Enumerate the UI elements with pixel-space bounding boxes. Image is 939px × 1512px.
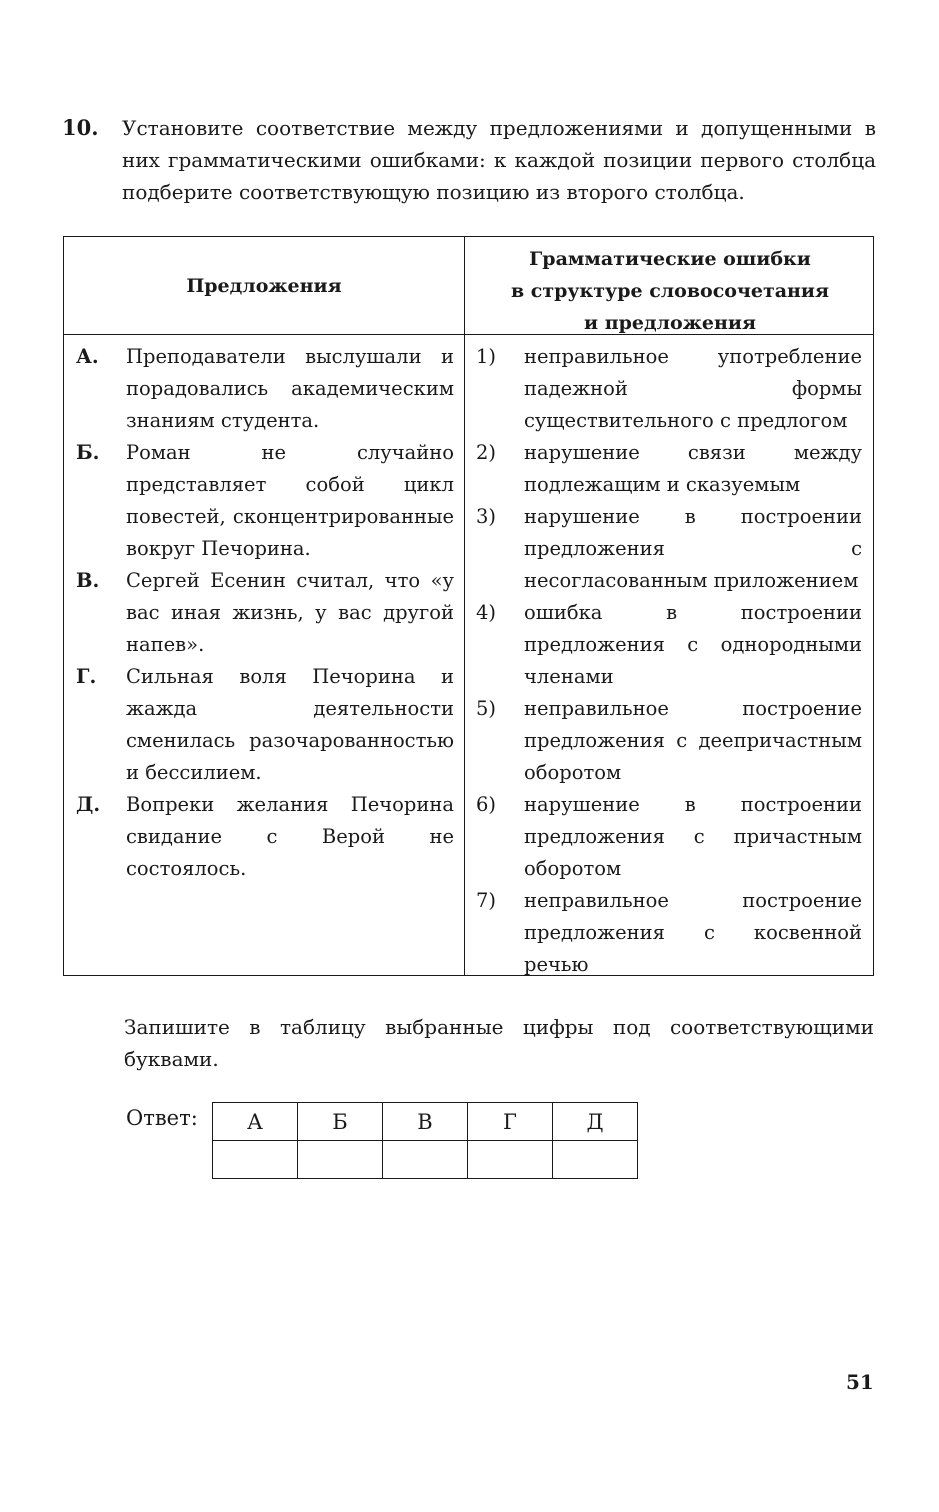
answer-letter-cell: Г	[468, 1103, 553, 1141]
answer-letter-cell: Б	[298, 1103, 383, 1141]
answer-input-cell[interactable]	[383, 1141, 468, 1179]
answer-value-row	[213, 1141, 638, 1179]
error-number: 4)	[476, 601, 497, 624]
errors-column	[476, 341, 862, 981]
error-text: нарушение в построении предложения с несогласованным приложением	[524, 505, 862, 592]
sentence-letter: Б.	[76, 441, 100, 464]
error-item	[476, 501, 862, 597]
answer-letter-cell: Д	[553, 1103, 638, 1141]
answer-label: Ответ:	[126, 1106, 198, 1130]
sentence-text: Сергей Есенин считал, что «у вас иная жизнь, у вас другой напев».	[126, 569, 454, 656]
error-text: ошибка в построении предложения с однородными членами	[524, 601, 862, 688]
column-divider	[464, 237, 465, 975]
error-number: 5)	[476, 697, 497, 720]
task-block	[62, 112, 876, 208]
sentence-text: Сильная воля Печорина и жажда деятельности сменилась разочарованностью и бессилием.	[126, 665, 454, 784]
answer-input-cell[interactable]	[553, 1141, 638, 1179]
answer-input-cell[interactable]	[298, 1141, 383, 1179]
error-item	[476, 341, 862, 437]
error-item	[476, 693, 862, 789]
error-item	[476, 597, 862, 693]
error-number: 7)	[476, 889, 497, 912]
answer-table	[212, 1102, 638, 1179]
sentences-header-label: Предложения	[186, 274, 342, 297]
error-item	[476, 789, 862, 885]
sentence-item	[76, 341, 454, 437]
errors-header	[465, 243, 875, 339]
errors-header-line: Грамматические ошибки	[529, 248, 811, 270]
sentence-text: Роман не случайно представляет собой цикл повестей, сконцентрированные вокруг Печорина.	[126, 441, 454, 560]
instruction-text: Запишите в таблицу выбранные цифры под соответствующими буквами.	[124, 1015, 874, 1071]
sentence-item	[76, 661, 454, 789]
answer-input-cell[interactable]	[468, 1141, 553, 1179]
page-number: 51	[846, 1370, 874, 1394]
errors-header-line: и предложения	[583, 312, 757, 334]
answer-letter-cell: А	[213, 1103, 298, 1141]
error-text: неправильное построение предложения с косвенной речью	[524, 889, 862, 976]
sentence-item	[76, 437, 454, 565]
sentence-item	[76, 565, 454, 661]
sentence-text: Вопреки желания Печорина свидание с Верой не состоялось.	[126, 793, 454, 880]
error-item	[476, 437, 862, 501]
error-text: нарушение связи между подлежащим и сказуемым	[524, 441, 862, 496]
sentence-item	[76, 789, 454, 885]
sentences-column	[76, 341, 454, 885]
matching-table	[63, 236, 874, 976]
error-number: 2)	[476, 441, 497, 464]
task-text: Установите соответствие между предложениями и допущенными в них грамматическими ошибками: к каждой позиции первого столбца подберите соответствующую позицию из второго столбца.	[122, 116, 876, 204]
answer-header-row	[213, 1103, 638, 1141]
sentence-letter: А.	[76, 345, 99, 368]
errors-header-line: в структуре словосочетания	[510, 280, 830, 302]
error-text: неправильное построение предложения с деепричастным оборотом	[524, 697, 862, 784]
sentence-letter: Г.	[76, 665, 97, 688]
error-number: 3)	[476, 505, 497, 528]
error-item	[476, 885, 862, 981]
sentences-header	[64, 237, 464, 334]
error-text: нарушение в построении предложения с причастным оборотом	[524, 793, 862, 880]
answer-letter-cell: В	[383, 1103, 468, 1141]
sentence-text: Преподаватели выслушали и порадовались академическим знаниям студента.	[126, 345, 454, 432]
sentence-letter: В.	[76, 569, 100, 592]
task-number: 10.	[62, 115, 99, 140]
error-number: 6)	[476, 793, 497, 816]
error-text: неправильное употребление падежной формы существительного с предлогом	[524, 345, 862, 432]
error-number: 1)	[476, 345, 497, 368]
answer-input-cell[interactable]	[213, 1141, 298, 1179]
sentence-letter: Д.	[76, 793, 101, 816]
